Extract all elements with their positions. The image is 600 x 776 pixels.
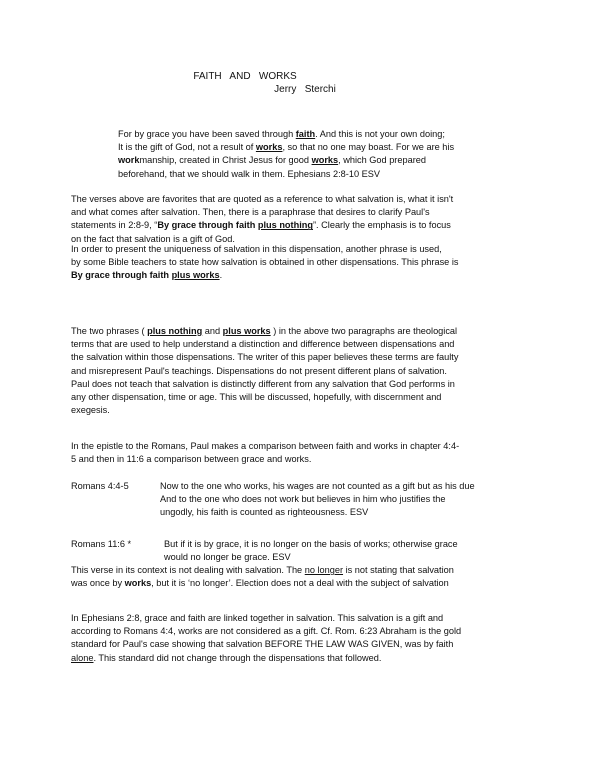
underlined-phrase: no longer: [304, 565, 344, 575]
paragraph-line: according to Romans 4:4, works are not considered as a gift. Cf. Rom. 6:23 Abraham is the gold: [71, 626, 462, 637]
paragraph-line: any other dispensation, time or age. This will be discussed, hopefully, with discernment and: [71, 392, 442, 403]
verse-reference: Romans 4:4-5: [71, 481, 129, 491]
bold-phrase: works: [124, 578, 152, 589]
scripture-quote: [118, 128, 538, 181]
paragraph-line: Paul does not teach that salvation is distinctly different from any salvation that God performs in: [71, 378, 455, 389]
paragraph-line: terms that are used to help understand a distinction and difference between dispensations and: [71, 339, 455, 350]
quote-text: For by grace you have been saved through: [118, 129, 296, 139]
verse-text: [164, 538, 554, 564]
paragraph-line: by some Bible teachers to state how salvation is obtained in other dispensations. This phrase is: [71, 257, 459, 268]
underlined-phrase: plus nothing: [257, 220, 313, 231]
paragraph-5: [71, 564, 549, 590]
paragraph-line: ”. Clearly the emphasis is to focus: [313, 220, 451, 231]
quote-text: , which God prepared: [338, 155, 426, 166]
document-title: [0, 70, 600, 96]
paragraph-line: In the epistle to the Romans, Paul makes a comparison between faith and works in chapter 4:4-: [71, 441, 460, 451]
paragraph-line: . This standard did not change through the dispensations that followed.: [93, 652, 382, 663]
paragraph-line: standard for Paul's case showing that salvation BEFORE THE LAW WAS GIVEN, was by faith: [71, 639, 454, 650]
paragraph-1: [71, 193, 549, 246]
verse-line: ungodly, his faith is counted as righteousness. ESV: [160, 507, 369, 518]
bold-phrase: By grace through faith: [157, 220, 258, 231]
bold-phrase: By grace through faith: [71, 270, 172, 281]
underlined-phrase: alone: [71, 652, 94, 663]
paragraph-line: and: [202, 326, 223, 336]
quote-text: , so that no one may boast. For we are his: [282, 142, 455, 153]
verse-text: [160, 480, 560, 520]
paragraph-line: the salvation within those dispensations. The writer of this paper believes these terms are faulty: [71, 352, 459, 363]
verse-line: But if it is by grace, it is no longer on the basis of works; otherwise grace: [164, 539, 458, 549]
paragraph-line: , but it is ‘no longer’. Election does not a deal with the subject of salvation: [151, 578, 449, 589]
paragraph-line: was once by: [71, 578, 125, 589]
paragraph-line: statements in 2:8-9, “: [71, 220, 158, 231]
quote-text: . And this is not your own doing;: [315, 129, 445, 139]
verse-line: And to the one who does not work but believes in him who justifies the: [160, 494, 446, 505]
paragraph-line: The two phrases (: [71, 326, 148, 336]
quote-text: beforehand, that we should walk in them. Ephesians 2:8-10 ESV: [118, 168, 381, 179]
paragraph-line: This verse in its context is not dealing with salvation. The: [71, 565, 305, 575]
paragraph-line: is not stating that salvation: [343, 565, 454, 575]
paragraph-3: [71, 325, 549, 417]
quote-emphasis: work: [118, 155, 140, 166]
verse-line: Now to the one who works, his wages are not counted as a gift but as his due: [160, 481, 475, 491]
paragraph-line: ) in the above two paragraphs are theological: [270, 326, 458, 336]
quote-emphasis: works: [311, 155, 339, 166]
paragraph-line: .: [219, 270, 223, 281]
quote-text: manship, created in Christ Jesus for good: [139, 155, 312, 166]
paragraph-line: The verses above are favorites that are quoted as a reference to what salvation is, what it isn't: [71, 194, 454, 204]
underlined-phrase: plus works: [222, 326, 271, 336]
paragraph-line: 5 and then in 11:6 a comparison between grace and works.: [71, 454, 312, 465]
paragraph-line: In order to present the uniqueness of salvation in this dispensation, another phrase is used,: [71, 244, 442, 254]
underlined-phrase: plus works: [171, 270, 220, 281]
paragraph-line: on the fact that salvation is a gift of God.: [71, 233, 235, 244]
paragraph-6: [71, 612, 549, 665]
title-heading: FAITH AND WORKS: [193, 71, 297, 82]
paragraph-line: and misrepresent Paul's teachings. Dispensations do not present different plans of salvation.: [71, 365, 447, 376]
verse-line: would no longer be grace. ESV: [164, 552, 291, 563]
paragraph-2: [71, 243, 549, 283]
underlined-phrase: plus nothing: [147, 326, 203, 336]
quote-emphasis: faith: [295, 129, 316, 139]
paragraph-line: In Ephesians 2:8, grace and faith are linked together in salvation. This salvation is a gift and: [71, 613, 444, 623]
author-name: Jerry Sterchi: [274, 84, 336, 95]
paragraph-line: exegesis.: [71, 405, 110, 416]
paragraph-4: [71, 440, 549, 466]
quote-emphasis: works: [255, 142, 283, 153]
verse-reference: Romans 11:6 *: [71, 539, 132, 549]
quote-text: It is the gift of God, not a result of: [118, 142, 256, 153]
paragraph-line: and what comes after salvation. Then, there is a paraphrase that desires to clarify Paul's: [71, 207, 430, 218]
